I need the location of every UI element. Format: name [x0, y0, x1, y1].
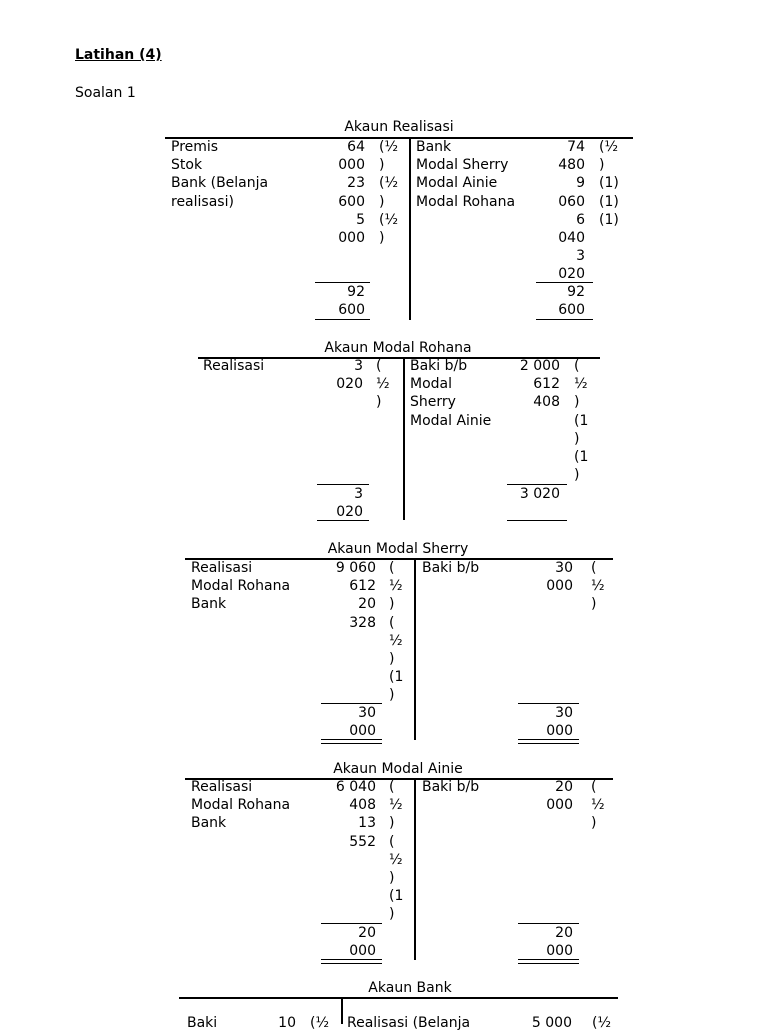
line-text: 060 — [558, 193, 585, 210]
line-text: 3 — [576, 248, 585, 265]
line-text: 30 — [555, 560, 573, 576]
line-text: (1) — [599, 193, 619, 210]
debit-amounts — [320, 357, 363, 393]
line-text: Stok — [171, 157, 203, 174]
credit-marks — [599, 138, 629, 229]
debit-items — [191, 559, 311, 614]
line-text: (½ — [379, 175, 399, 192]
question-label: Soalan 1 — [75, 85, 136, 101]
debit-items — [203, 357, 303, 375]
line-text: 13 — [358, 815, 376, 832]
line-text: Modal — [410, 376, 452, 393]
line-text: 3 — [354, 486, 363, 502]
credit-total — [540, 283, 585, 319]
line-text: ( — [389, 833, 395, 850]
credit-amounts — [540, 138, 585, 284]
line-text: ) — [599, 157, 605, 174]
total-underline — [317, 520, 369, 521]
line-text: 600 — [338, 302, 365, 319]
line-text: 000 — [546, 943, 573, 960]
line-text: ½ — [389, 632, 403, 649]
line-text: ( — [591, 779, 597, 795]
line-text: ) — [379, 157, 385, 174]
line-text: 040 — [558, 229, 585, 246]
line-text: (1 — [574, 412, 589, 429]
line-text: Sherry — [410, 394, 456, 411]
line-text: (1) — [599, 175, 619, 192]
t-account-divider — [414, 778, 416, 960]
line-text: 30 — [358, 705, 376, 721]
line-text: 3 020 — [519, 486, 560, 502]
debit-items — [171, 138, 321, 211]
credit-items — [422, 778, 522, 796]
line-text: 23 — [347, 175, 365, 192]
credit-total — [510, 485, 560, 503]
line-text: 020 — [558, 266, 585, 283]
line-text: ) — [574, 467, 580, 484]
debit-mark: (½ — [310, 1015, 330, 1031]
debit-marks — [389, 778, 413, 924]
line-text: (1 — [574, 448, 589, 465]
line-text: 92 — [567, 284, 585, 300]
line-text: 92 — [347, 284, 365, 300]
line-text: 600 — [338, 193, 365, 210]
line-text: Realisasi — [191, 779, 253, 795]
line-text: Modal Rohana — [191, 578, 291, 595]
line-text: ) — [389, 687, 395, 704]
line-text: 3 — [354, 358, 363, 374]
debit-amounts — [326, 559, 376, 632]
line-text: 30 — [555, 705, 573, 721]
total-underline — [536, 319, 593, 320]
line-text: 9 060 — [335, 560, 376, 576]
line-text: 020 — [336, 376, 363, 393]
line-text: ) — [376, 394, 382, 411]
line-text: 000 — [349, 943, 376, 960]
line-text: Modal Ainie — [416, 175, 498, 192]
line-text: 6 040 — [335, 779, 376, 795]
credit-items — [410, 357, 510, 430]
line-text: ½ — [389, 797, 403, 814]
exercise-heading: Latihan (4) — [75, 47, 162, 63]
credit-total — [523, 924, 573, 960]
credit-marks — [591, 559, 611, 614]
line-text: 612 — [533, 376, 560, 393]
line-text: Modal Ainie — [410, 412, 492, 429]
t-account-divider — [341, 997, 343, 1024]
debit-total — [320, 485, 363, 521]
double-underline — [321, 959, 382, 964]
double-underline — [518, 739, 579, 744]
debit-total — [326, 924, 376, 960]
debit-total — [320, 283, 365, 319]
line-text: ½ — [591, 578, 605, 595]
line-text: Premis — [171, 139, 219, 155]
line-text: (½ — [379, 139, 399, 155]
line-text: ( — [591, 560, 597, 576]
debit-marks — [379, 138, 409, 247]
line-text: ) — [389, 650, 395, 667]
line-text: (1) — [599, 211, 619, 228]
line-text: Bank — [191, 815, 227, 832]
line-text: 64 — [347, 139, 365, 155]
line-text: 20 — [555, 779, 573, 795]
line-text: ) — [379, 193, 385, 210]
t-account-divider — [403, 357, 405, 520]
line-text: 5 — [356, 211, 365, 228]
line-text: ) — [389, 596, 395, 613]
line-text: (1 — [389, 888, 404, 905]
line-text: Bank — [191, 596, 227, 613]
line-text: ( — [389, 560, 395, 576]
line-text: ) — [389, 815, 395, 832]
debit-marks — [376, 357, 400, 412]
line-text: 9 — [576, 175, 585, 192]
line-text: ( — [389, 614, 395, 631]
line-text: ) — [591, 596, 597, 613]
t-account-divider — [409, 137, 411, 320]
line-text: 408 — [533, 394, 560, 411]
t-account-top-line — [179, 997, 618, 999]
credit-amounts — [510, 357, 560, 412]
line-text: ) — [379, 229, 385, 246]
t-account-divider — [414, 558, 416, 740]
credit-marks — [574, 357, 598, 484]
debit-marks — [389, 559, 413, 705]
credit-mark: (½ — [592, 1015, 612, 1031]
line-text: Modal Sherry — [416, 157, 509, 174]
credit-amount: 5 000 — [531, 1015, 572, 1031]
line-text: 20 — [358, 596, 376, 613]
line-text: 000 — [546, 578, 573, 595]
debit-amount: 10 — [278, 1015, 296, 1031]
line-text: Realisasi — [191, 560, 253, 576]
line-text: ( — [574, 358, 580, 374]
line-text: 328 — [349, 614, 376, 631]
line-text: Baki b/b — [422, 779, 480, 795]
credit-items — [422, 559, 522, 577]
line-text: (1 — [389, 669, 404, 686]
line-text: 74 — [567, 139, 585, 155]
line-text: ½ — [389, 578, 403, 595]
line-text: 408 — [349, 797, 376, 814]
line-text: Baki b/b — [422, 560, 480, 576]
line-text: ) — [574, 394, 580, 411]
line-text: 600 — [558, 302, 585, 319]
total-underline — [315, 319, 370, 320]
credit-item: Realisasi (Belanja — [347, 1015, 471, 1031]
line-text: Bank — [416, 139, 452, 155]
line-text: ( — [389, 779, 395, 795]
debit-total — [326, 704, 376, 740]
debit-item: Baki — [187, 1015, 218, 1031]
line-text: 20 — [358, 925, 376, 941]
line-text: Modal Rohana — [191, 797, 291, 814]
credit-amounts — [523, 778, 573, 814]
line-text: 480 — [558, 157, 585, 174]
line-text: ) — [591, 815, 597, 832]
debit-amounts — [326, 778, 376, 851]
credit-items — [416, 138, 546, 211]
line-text: ) — [389, 869, 395, 886]
line-text: (½ — [599, 139, 619, 155]
line-text: realisasi) — [171, 193, 234, 210]
line-text: 6 — [576, 211, 585, 228]
credit-marks — [591, 778, 611, 833]
line-text: 000 — [338, 229, 365, 246]
line-text: (½ — [379, 211, 399, 228]
line-text: 000 — [349, 723, 376, 740]
line-text: Bank (Belanja — [171, 175, 269, 192]
debit-items — [191, 778, 311, 833]
line-text: 000 — [546, 723, 573, 740]
account-title: Akaun Modal Sherry — [327, 541, 469, 557]
line-text: Realisasi — [203, 358, 265, 374]
account-title: Akaun Modal Rohana — [324, 340, 472, 356]
line-text: ) — [389, 906, 395, 923]
line-text: 020 — [336, 504, 363, 521]
line-text: ½ — [591, 797, 605, 814]
line-text: 552 — [349, 833, 376, 850]
account-title: Akaun Realisasi — [344, 119, 454, 135]
debit-amounts — [320, 138, 365, 247]
line-text: 000 — [338, 157, 365, 174]
double-underline — [321, 739, 382, 744]
double-underline — [518, 959, 579, 964]
line-text: ½ — [389, 851, 403, 868]
line-text: 612 — [349, 578, 376, 595]
total-underline — [507, 520, 567, 521]
line-text: 20 — [555, 925, 573, 941]
line-text: ) — [574, 430, 580, 447]
credit-total — [523, 704, 573, 740]
line-text: Modal Rohana — [416, 193, 516, 210]
line-text: 2 000 — [519, 358, 560, 374]
credit-amounts — [523, 559, 573, 595]
line-text: ( — [376, 358, 382, 374]
line-text: 000 — [546, 797, 573, 814]
line-text: ½ — [376, 376, 390, 393]
line-text: Baki b/b — [410, 358, 468, 374]
account-title: Akaun Modal Ainie — [333, 761, 463, 777]
account-title: Akaun Bank — [368, 980, 452, 996]
line-text: ½ — [574, 376, 588, 393]
